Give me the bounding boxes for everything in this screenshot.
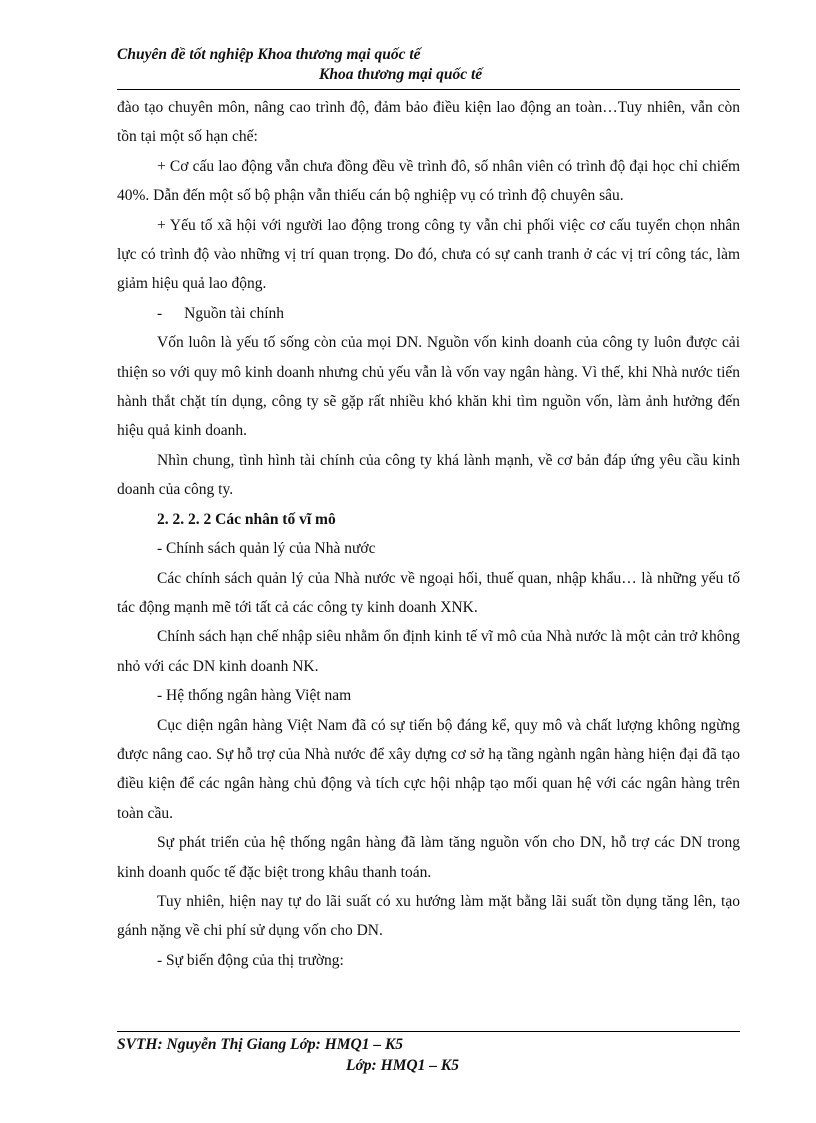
paragraph-finance-summary: Nhìn chung, tình hình tài chính của công ty khá lành mạnh, về cơ bản đáp ứng yêu cầu kinh doanh của công ty.	[117, 451, 740, 499]
paragraph-limitation-2: + Yếu tố xã hội với người lao động trong công ty vẫn chi phối việc cơ cấu tuyển chọn nhân lực có trình độ vào những vị trí quan trọng. Do đó, chưa có sự canh tranh ở các vị trí công tác, làm giảm hiệu quả lao động.	[117, 216, 740, 293]
paragraph-capital: Vốn luôn là yếu tố sống còn của mọi DN. Nguồn vốn kinh doanh của công ty luôn được cải thiện so với quy mô kinh doanh nhưng chủ yếu vẫn là vốn vay ngân hàng. Vì thế, khi Nhà nước tiến hành thắt chặt tín dụng, công ty sẽ gặp rất nhiều khó khăn khi tìm nguồn vốn, làm ảnh hưởng đến hiệu quả kinh doanh.	[117, 334, 740, 440]
paragraph-banking-1: Cục diện ngân hàng Việt Nam đã có sự tiến bộ đáng kể, quy mô và chất lượng không ngừng được nâng cao. Sự hỗ trợ của Nhà nước để xây dựng cơ sở hạ tầng ngành ngân hàng hiện đại đã tạo điều kiện để các ngân hàng chủ động và tích cực hội nhập tạo mối quan hệ với các ngân hàng trên toàn cầu.	[117, 716, 740, 822]
header-title-line2: Khoa thương mại quốc tế	[319, 66, 483, 83]
subheading-market: - Sự biến động của thị trường:	[157, 951, 344, 969]
dash-marker: -	[157, 304, 163, 322]
subheading-policy: - Chính sách quản lý của Nhà nước	[157, 540, 376, 558]
list-item-finance	[117, 299, 740, 328]
document-body	[117, 93, 740, 975]
section-heading: 2. 2. 2. 2 Các nhân tố vĩ mô	[157, 510, 336, 528]
paragraph-policy-2: Chính sách hạn chế nhập siêu nhằm ổn định kinh tế vĩ mô của Nhà nước là một cản trở không nhỏ với các DN kinh doanh NK.	[117, 628, 740, 675]
footer-line1: SVTH: Nguyễn Thị Giang Lớp: HMQ1 – K5	[117, 1036, 404, 1053]
footer-divider	[117, 1031, 740, 1032]
header-title-line1: Chuyên đề tốt nghiệp Khoa thương mại quốc tế	[117, 46, 421, 63]
list-item-finance-label: Nguồn tài chính	[184, 304, 285, 322]
subheading-banking: - Hệ thống ngân hàng Việt nam	[157, 687, 352, 705]
paragraph-policy-1: Các chính sách quản lý của Nhà nước về ngoại hối, thuế quan, nhập khẩu… là những yếu tố tác động mạnh mẽ tới tất cả các công ty kinh doanh XNK.	[117, 569, 740, 616]
paragraph-banking-2: Sự phát triển của hệ thống ngân hàng đã làm tăng nguồn vốn cho DN, hỗ trợ các DN trong kinh doanh quốc tế đặc biệt trong khâu thanh toán.	[117, 834, 740, 881]
header-divider	[117, 89, 740, 90]
paragraph-banking-3: Tuy nhiên, hiện nay tự do lãi suất có xu hướng làm mặt bằng lãi suất tồn dụng tăng lên, tạo gánh nặng về chi phí sử dụng vốn cho DN.	[117, 892, 740, 940]
paragraph-limitation-1: + Cơ cấu lao động vẫn chưa đồng đều về trình đô, số nhân viên có trình độ đại học chỉ chiếm 40%. Dẫn đến một số bộ phận vẫn thiếu cán bộ nghiệp vụ có trình độ chuyên sâu.	[117, 157, 740, 205]
footer-line2: Lớp: HMQ1 – K5	[346, 1057, 459, 1074]
paragraph-continuation: đào tạo chuyên môn, nâng cao trình độ, đảm bảo điều kiện lao động an toàn…Tuy nhiên, vẫn còn tồn tại một số hạn chế:	[117, 99, 740, 146]
